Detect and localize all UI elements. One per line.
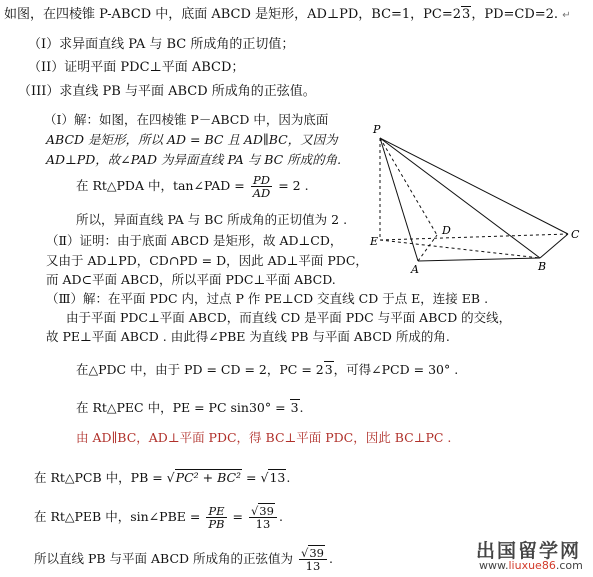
sqrt-value: 39 bbox=[309, 546, 324, 560]
denominator: PB bbox=[208, 517, 225, 531]
problem-text: 如图，在四棱锥 P-ABCD 中，底面 ABCD 是矩形，AD⊥PD，BC=1，PC=2 bbox=[4, 7, 462, 22]
label-d: D bbox=[442, 224, 451, 237]
sqrt-value: 13 bbox=[269, 470, 286, 485]
watermark-url bbox=[479, 559, 583, 572]
watermark-url-prefix: www. bbox=[479, 559, 509, 572]
label-a: A bbox=[411, 263, 419, 276]
equation-suffix: . bbox=[328, 551, 333, 566]
label-c: C bbox=[571, 228, 580, 241]
watermark-title: 出国留学网 bbox=[476, 540, 582, 562]
numerator: √39 bbox=[249, 505, 277, 518]
edge-bc bbox=[540, 234, 568, 258]
equation-prefix: 在 Rt△PCB 中，PB = bbox=[34, 470, 163, 485]
equals-sign: = bbox=[246, 470, 257, 485]
solution-1-line-c: AD⊥PD，故∠PAD 为异面直线 PA 与 BC 所成的角. bbox=[46, 152, 342, 167]
solution-3-line-g: 在 Rt△PCB 中，PB = √PC² + BC² = √13. bbox=[34, 470, 291, 485]
denominator: 13 bbox=[255, 517, 271, 531]
sqrt-value: 3 bbox=[290, 400, 299, 415]
numerator: PD bbox=[251, 174, 273, 187]
equation-prefix: 在△PDC 中，由于 PD = CD = 2，PC = 2 bbox=[76, 362, 324, 377]
solution-3-line-b: 由于平面 PDC⊥平面 ABCD，而直线 CD 是平面 PDC 与平面 ABCD 的交线， bbox=[66, 310, 512, 325]
denominator: AD bbox=[252, 186, 271, 200]
line-eb bbox=[380, 240, 540, 258]
solution-1-line-b: ABCD 是矩形，所以 AD = BC 且 AD∥BC，又因为 bbox=[46, 132, 338, 147]
numerator: √39 bbox=[299, 547, 327, 560]
line-ec bbox=[380, 234, 568, 240]
sqrt-value: PC² + BC² bbox=[175, 470, 242, 485]
edge-ad bbox=[418, 235, 437, 261]
return-mark-icon: ↵ bbox=[562, 10, 571, 21]
equation-prefix: 在 Rt△PDA 中，tan∠PAD = bbox=[76, 178, 245, 193]
equation-suffix: ，可得∠PCD = 30° . bbox=[333, 362, 459, 377]
solution-3-line-f: 由 AD∥BC，AD⊥平面 PDC，得 BC⊥平面 PDC，因此 BC⊥PC . bbox=[76, 430, 452, 445]
label-e: E bbox=[370, 235, 379, 248]
sqrt-value: 39 bbox=[259, 504, 274, 518]
equals-sign: = bbox=[232, 509, 243, 524]
equation-suffix: . bbox=[299, 400, 304, 415]
sqrt-value: 3 bbox=[324, 362, 333, 377]
numerator: PE bbox=[206, 505, 226, 518]
solution-1-line-e: 所以，异面直线 PA 与 BC 所成角的正切值为 2 . bbox=[76, 212, 348, 227]
solution-2-line-c: 而 AD⊂平面 ABCD，所以平面 PDC⊥平面 ABCD. bbox=[46, 272, 336, 287]
question-1: （I）求异面直线 PA 与 BC 所成角的正切值； bbox=[28, 37, 295, 52]
label-p: P bbox=[373, 123, 381, 136]
equation-suffix: . bbox=[278, 509, 283, 524]
problem-text-tail: ，PD=CD=2. bbox=[471, 7, 559, 22]
solution-1-line-a: （Ⅰ）解：如图，在四棱锥 P－ABCD 中，因为底面 bbox=[44, 112, 329, 127]
sqrt-value: 3 bbox=[462, 7, 471, 22]
solution-2-line-a: （Ⅱ）证明：由于底面 ABCD 是矩形，故 AD⊥CD， bbox=[46, 233, 343, 248]
solution-3-line-a: （Ⅲ）解：在平面 PDC 内，过点 P 作 PE⊥CD 交直线 CD 于点 E，连接 EB . bbox=[46, 291, 489, 306]
question-2: （II）证明平面 PDC⊥平面 ABCD； bbox=[28, 60, 245, 75]
equation-prefix: 所以直线 PB 与平面 ABCD 所成角的正弦值为 bbox=[34, 551, 294, 566]
edge-pb bbox=[380, 138, 540, 258]
denominator: 13 bbox=[305, 559, 321, 573]
equation-prefix: 在 Rt△PEC 中，PE = PC sin30° = bbox=[76, 400, 286, 415]
watermark-url-suffix: .com bbox=[555, 559, 583, 572]
equation-suffix: = 2 . bbox=[278, 178, 309, 193]
question-3: （III）求直线 PB 与平面 ABCD 所成角的正弦值。 bbox=[18, 84, 316, 99]
equation-suffix: . bbox=[286, 470, 291, 485]
label-b: B bbox=[538, 260, 547, 273]
edge-ab bbox=[418, 258, 540, 261]
equation-prefix: 在 Rt△PEB 中，sin∠PBE = bbox=[34, 509, 201, 524]
solution-2-line-b: 又由于 AD⊥PD，CD∩PD = D，因此 AD⊥平面 PDC， bbox=[46, 253, 368, 268]
watermark-url-brand: liuxue86 bbox=[508, 559, 556, 572]
solution-3-line-c: 故 PE⊥平面 ABCD . 由此得∠PBE 为直线 PB 与平面 ABCD 所成的角. bbox=[46, 329, 450, 344]
